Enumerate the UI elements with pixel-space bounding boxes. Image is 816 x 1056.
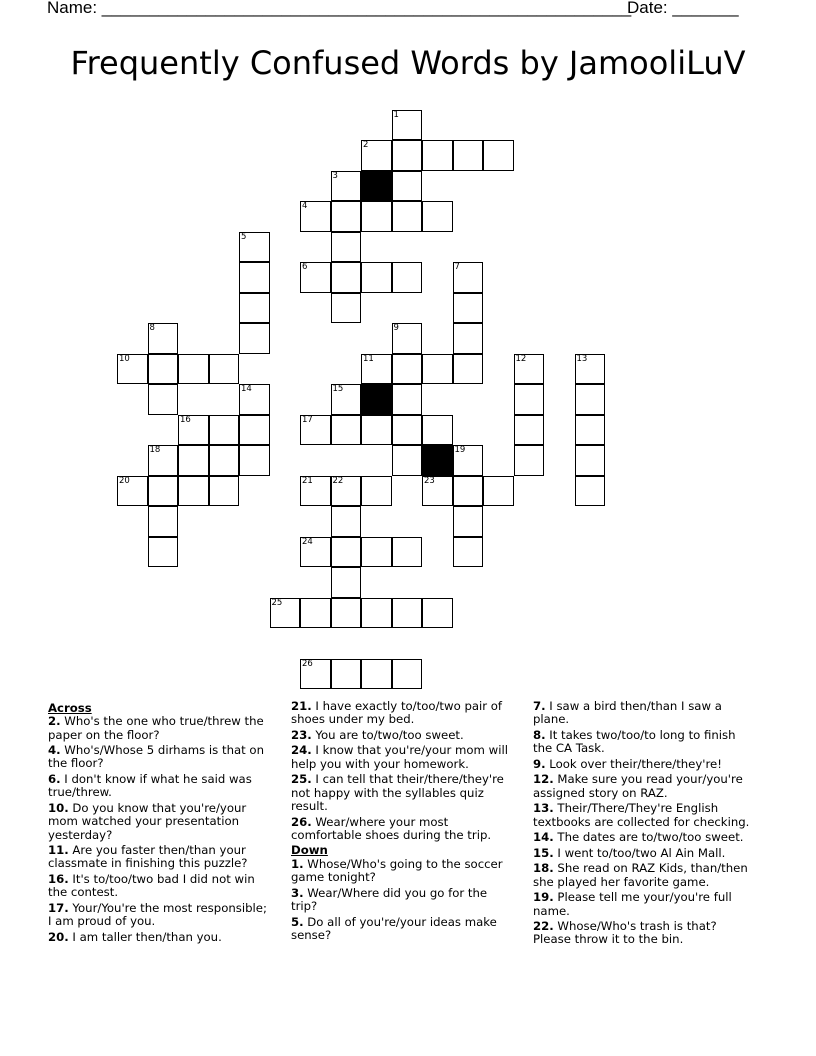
crossword-cell[interactable] <box>270 598 301 629</box>
crossword-cell[interactable] <box>300 598 331 629</box>
down-clue <box>291 887 513 914</box>
clue-number: 22 <box>332 475 344 486</box>
crossword-cell[interactable] <box>300 476 331 507</box>
crossword-cell[interactable] <box>331 232 362 263</box>
clue-number: 2 <box>363 140 369 150</box>
crossword-cell[interactable] <box>148 323 179 354</box>
crossword-cell[interactable] <box>392 201 423 232</box>
clue-number: 16 <box>180 414 191 425</box>
clue-num: 2. <box>48 714 61 729</box>
across-clue <box>291 744 513 771</box>
clue-num: 17. <box>48 900 69 915</box>
crossword-block-cell <box>361 171 392 202</box>
crossword-cell[interactable] <box>483 476 514 507</box>
crossword-cell[interactable] <box>331 415 362 446</box>
crossword-cell[interactable] <box>300 659 331 690</box>
crossword-cell[interactable] <box>453 323 484 354</box>
crossword-cell[interactable] <box>361 262 392 293</box>
across-clue <box>48 773 270 800</box>
clue-num: 6. <box>48 772 61 787</box>
crossword-cell[interactable] <box>514 415 545 446</box>
crossword-cell[interactable] <box>178 476 209 507</box>
across-clue <box>48 902 270 929</box>
crossword-cell[interactable] <box>453 354 484 385</box>
crossword-cell[interactable] <box>575 384 606 415</box>
crossword-cell[interactable] <box>331 659 362 690</box>
crossword-cell[interactable] <box>361 354 392 385</box>
crossword-cell[interactable] <box>239 293 270 324</box>
across-heading: Across <box>48 701 92 715</box>
crossword-cell[interactable] <box>422 354 453 385</box>
crossword-cell[interactable] <box>331 598 362 629</box>
clue-number: 13 <box>576 353 588 364</box>
across-clue <box>48 844 270 871</box>
crossword-cell[interactable] <box>239 445 270 476</box>
crossword-cell[interactable] <box>148 476 179 507</box>
crossword-cell[interactable] <box>331 476 362 507</box>
crossword-cell[interactable] <box>209 445 240 476</box>
crossword-cell[interactable] <box>331 384 362 415</box>
clue-text: Are you faster then/than your classmate in finishing this puzzle? <box>48 843 248 871</box>
across-clue <box>48 931 270 944</box>
clue-text: Who's the one who true/threw the paper on the floor? <box>48 714 264 742</box>
down-clue <box>533 700 755 727</box>
down-clue <box>533 847 755 860</box>
crossword-cell[interactable] <box>392 110 423 141</box>
down-clue <box>533 773 755 800</box>
clue-num: 16. <box>48 872 69 887</box>
crossword-cell[interactable] <box>453 537 484 568</box>
clue-text: Do all of you're/your ideas make sense? <box>291 914 497 942</box>
crossword-cell[interactable] <box>178 445 209 476</box>
down-clue <box>291 916 513 943</box>
clue-text: I have exactly to/too/two pair of shoes under my bed. <box>291 699 503 727</box>
clue-text: It takes two/too/to long to finish the CA Task. <box>533 727 736 756</box>
clue-num: 12. <box>533 772 554 787</box>
crossword-cell[interactable] <box>422 140 453 171</box>
crossword-cell[interactable] <box>361 659 392 690</box>
clue-number: 20 <box>119 475 130 486</box>
crossword-cell[interactable] <box>392 659 423 690</box>
clue-number: 4 <box>302 201 308 211</box>
clue-number: 5 <box>241 231 247 242</box>
clue-number: 11 <box>363 353 374 364</box>
clue-text: Wear/where your most comfortable shoes during the trip. <box>291 814 492 842</box>
clue-number: 8 <box>149 323 155 333</box>
crossword-cell[interactable] <box>392 323 423 354</box>
crossword-cell[interactable] <box>392 262 423 293</box>
down-clue <box>533 729 755 756</box>
clue-num: 3. <box>291 885 304 900</box>
crossword-cell[interactable] <box>209 476 240 507</box>
crossword-cell[interactable] <box>514 445 545 476</box>
across-clue <box>48 873 270 900</box>
name-field-label: Name: ________________________________________________________ <box>47 0 632 17</box>
clue-num: 10. <box>48 800 69 815</box>
clue-number: 19 <box>454 445 466 455</box>
crossword-cell[interactable] <box>239 384 270 415</box>
clue-number: 26 <box>302 658 313 669</box>
crossword-cell[interactable] <box>483 140 514 171</box>
clue-num: 19. <box>533 890 554 905</box>
clue-text: Do you know that you're/your mom watched your presentation yesterday? <box>48 800 247 842</box>
down-heading: Down <box>291 843 328 858</box>
clue-text: I know that you're/your mom will help you with your homework. <box>291 743 508 771</box>
crossword-cell[interactable] <box>331 537 362 568</box>
crossword-cell[interactable] <box>361 201 392 232</box>
across-clue <box>291 773 513 813</box>
clue-text: She read on RAZ Kids, than/then she played her favorite game. <box>533 861 748 889</box>
clue-number: 1 <box>393 109 399 120</box>
crossword-cell[interactable] <box>331 262 362 293</box>
crossword-cell[interactable] <box>392 415 423 446</box>
clue-number: 21 <box>302 475 313 486</box>
crossword-cell[interactable] <box>392 354 423 385</box>
clue-text: I went to/too/two Al Ain Mall. <box>553 845 726 860</box>
crossword-cell[interactable] <box>178 415 209 446</box>
crossword-cell[interactable] <box>422 476 453 507</box>
crossword-cell[interactable] <box>392 445 423 476</box>
clue-text: It's to/too/two bad I did not win the contest. <box>48 872 255 900</box>
clue-number: 12 <box>515 353 527 364</box>
crossword-cell[interactable] <box>361 140 392 171</box>
clue-number: 10 <box>119 353 130 364</box>
clue-text: Whose/Who's trash is that? Please throw it to the bin. <box>533 919 717 947</box>
across-clue <box>48 715 270 742</box>
clue-num: 13. <box>533 801 554 816</box>
down-clue <box>533 862 755 889</box>
clue-num: 1. <box>291 856 304 871</box>
crossword-cell[interactable] <box>148 445 179 476</box>
down-clue <box>533 891 755 918</box>
clue-num: 5. <box>291 914 304 929</box>
crossword-cell[interactable] <box>361 537 392 568</box>
crossword-cell[interactable] <box>361 598 392 629</box>
clue-num: 9. <box>533 756 546 771</box>
clues-column-3 <box>533 700 755 949</box>
clue-text: I can tell that their/there/they're not happy with the syllables quiz result. <box>291 772 504 813</box>
crossword-cell[interactable] <box>514 384 545 415</box>
date-field-label: Date: _______ <box>627 0 739 17</box>
clue-number: 3 <box>332 170 338 181</box>
crossword-cell[interactable] <box>453 293 484 324</box>
clue-num: 14. <box>533 830 554 845</box>
crossword-cell[interactable] <box>453 445 484 476</box>
crossword-cell[interactable] <box>453 476 484 507</box>
crossword-cell[interactable] <box>575 415 606 446</box>
crossword-cell[interactable] <box>331 506 362 537</box>
clue-text: Wear/Where did you go for the trip? <box>291 885 488 913</box>
crossword-cell[interactable] <box>331 171 362 202</box>
crossword-cell[interactable] <box>453 140 484 171</box>
across-clue <box>291 700 513 727</box>
across-clue <box>291 816 513 843</box>
crossword-cell[interactable] <box>117 476 148 507</box>
clue-text: Look over their/there/they're! <box>545 756 722 771</box>
crossword-cell[interactable] <box>331 201 362 232</box>
clue-num: 26. <box>291 814 312 829</box>
clue-num: 23. <box>291 727 312 742</box>
clue-num: 15. <box>533 845 554 860</box>
clue-num: 20. <box>48 929 69 944</box>
clue-num: 11. <box>48 843 69 858</box>
crossword-cell[interactable] <box>148 354 179 385</box>
clue-number: 23 <box>424 475 435 486</box>
crossword-cell[interactable] <box>209 354 240 385</box>
crossword-cell[interactable] <box>239 232 270 263</box>
clue-number: 7 <box>454 262 460 272</box>
clue-num: 4. <box>48 743 61 758</box>
crossword-cell[interactable] <box>148 506 179 537</box>
crossword-cell[interactable] <box>392 598 423 629</box>
clue-num: 7. <box>533 699 546 713</box>
clue-text: Your/You're the most responsible; I am proud of you. <box>48 900 267 929</box>
clues-column-1 <box>48 700 270 946</box>
clue-text: Who's/Whose 5 dirhams is that on the floor? <box>48 743 264 771</box>
clue-text: Make sure you read your/you're assigned story on RAZ. <box>533 772 743 800</box>
crossword-cell[interactable] <box>514 354 545 385</box>
crossword-cell[interactable] <box>331 293 362 324</box>
clue-num: 18. <box>533 861 554 876</box>
crossword-cell[interactable] <box>422 415 453 446</box>
crossword-cell[interactable] <box>453 506 484 537</box>
clue-text: You are to/two/too sweet. <box>311 727 464 742</box>
crossword-cell[interactable] <box>209 415 240 446</box>
crossword-cell[interactable] <box>422 201 453 232</box>
clue-text: I don't know if what he said was true/threw. <box>48 772 252 800</box>
crossword-cell[interactable] <box>117 354 148 385</box>
crossword-cell[interactable] <box>361 415 392 446</box>
clue-num: 21. <box>291 699 312 713</box>
clues-column-2 <box>291 700 513 944</box>
clue-num: 22. <box>533 919 554 934</box>
crossword-cell[interactable] <box>453 262 484 293</box>
clue-text: I saw a bird then/than I saw a plane. <box>533 699 722 727</box>
down-clue <box>291 858 513 885</box>
clue-number: 9 <box>393 323 399 333</box>
clue-number: 17 <box>302 414 313 425</box>
across-clue <box>291 729 513 742</box>
clue-text: Please tell me your/you're full name. <box>533 890 732 918</box>
down-clue <box>533 920 755 947</box>
clue-number: 14 <box>241 384 252 394</box>
crossword-cell[interactable] <box>148 537 179 568</box>
crossword-block-cell <box>422 445 453 476</box>
crossword-cell[interactable] <box>392 171 423 202</box>
clue-text: Their/There/They're English textbooks are collected for checking. <box>533 801 750 829</box>
crossword-cell[interactable] <box>148 384 179 415</box>
crossword-cell[interactable] <box>575 476 606 507</box>
crossword-cell[interactable] <box>392 140 423 171</box>
crossword-cell[interactable] <box>178 354 209 385</box>
crossword-cell[interactable] <box>361 476 392 507</box>
crossword-cell[interactable] <box>239 415 270 446</box>
crossword-cell[interactable] <box>239 262 270 293</box>
clue-num: 24. <box>291 743 312 758</box>
clue-number: 15 <box>332 384 344 394</box>
crossword-cell[interactable] <box>575 354 606 385</box>
across-clue <box>48 744 270 771</box>
down-clue <box>533 802 755 829</box>
crossword-cell[interactable] <box>331 567 362 598</box>
crossword-cell[interactable] <box>300 262 331 293</box>
clue-text: The dates are to/two/too sweet. <box>553 830 744 845</box>
crossword-cell[interactable] <box>422 598 453 629</box>
clue-number: 24 <box>302 536 313 547</box>
down-clue <box>533 831 755 844</box>
clue-text: I am taller then/than you. <box>68 929 222 944</box>
clue-num: 8. <box>533 727 546 742</box>
page-title: Frequently Confused Words by JamooliLuV <box>70 44 746 82</box>
clue-number: 6 <box>302 262 308 272</box>
crossword-cell[interactable] <box>392 384 423 415</box>
crossword-cell[interactable] <box>575 445 606 476</box>
clue-number: 18 <box>149 445 161 455</box>
crossword-cell[interactable] <box>300 537 331 568</box>
clue-text: Whose/Who's going to the soccer game tonight? <box>291 856 503 885</box>
crossword-block-cell <box>361 384 392 415</box>
across-clue <box>48 802 270 842</box>
clue-number: 25 <box>271 597 283 608</box>
down-clue <box>533 758 755 771</box>
crossword-cell[interactable] <box>300 415 331 446</box>
clue-num: 25. <box>291 772 312 787</box>
crossword-cell[interactable] <box>300 201 331 232</box>
crossword-cell[interactable] <box>392 537 423 568</box>
crossword-cell[interactable] <box>239 323 270 354</box>
